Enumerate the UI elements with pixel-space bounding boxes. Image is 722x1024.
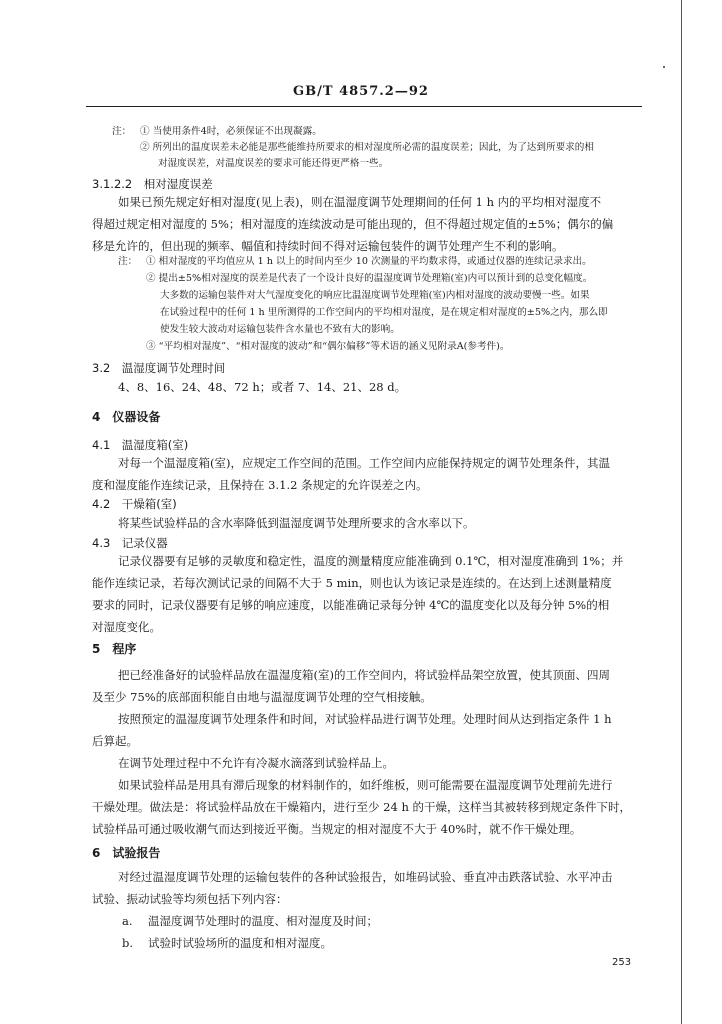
paragraph-line: 如果已预先规定好相对湿度(见上表)，则在温湿度调节处理期间的任何 1 h 内的平均相对湿度不 [118, 195, 602, 209]
paragraph-line: 在调节处理过程中不允许有冷凝水滴落到试验样品上。 [118, 756, 394, 770]
section-heading-6: 6 试验报告 [92, 846, 161, 860]
list-item: 试验时试验场所的温度和相对湿度。 [148, 936, 332, 950]
paragraph-line: 按照预定的温湿度调节处理条件和时间，对试验样品进行调节处理。处理时间从达到指定条件 1 h [118, 712, 612, 726]
paragraph-line: 对每一个温湿度箱(室)，应规定工作空间的范围。工作空间内应能保持规定的调节处理条件，其温 [118, 456, 610, 470]
note-item: 大多数的运输包装件对大气湿度变化的响应比温湿度调节处理箱(室)内相对湿度的波动要慢一些。如果 [160, 290, 590, 301]
section-heading-4-1: 4.1 温湿度箱(室) [92, 438, 189, 452]
paragraph-line: 移是允许的，但出现的频率、幅值和持续时间不得对运输包装件的调节处理产生不利的影响。 [92, 239, 564, 253]
paragraph-line: 得超过规定相对湿度的 5%；相对湿度的连续波动是可能出现的，但不得超过规定值的±5%；偶尔的偏 [92, 217, 614, 231]
paragraph-line: 对经过温湿度调节处理的运输包装件的各种试验报告，如堆码试验、垂直冲击跌落试验、水平冲击 [118, 870, 613, 884]
note-item: ② 所列出的温度误差未必能是那些能维持所要求的相对湿度所必需的温度误差；因此，为了达到所要求的相 [140, 142, 594, 153]
list-item-marker: b. [122, 936, 134, 950]
paragraph-line: 试验样品可通过吸收潮气而达到接近平衡。当规定的相对湿度不大于 40%时，就不作干燥处理。 [92, 822, 582, 836]
paragraph-line: 对湿度变化。 [92, 620, 161, 634]
list-item: 温湿度调节处理时的温度、相对湿度及时间； [148, 914, 378, 928]
scan-edge-line [681, 0, 682, 1024]
paragraph-line: 试验、振动试验等均须包括下列内容： [92, 892, 288, 906]
paragraph-line: 后算起。 [92, 734, 138, 748]
scan-speck [663, 66, 665, 68]
note-item: 对湿度误差，对温度误差的要求可能还得更严格一些。 [158, 158, 389, 169]
section-heading-4-2: 4.2 干燥箱(室) [92, 497, 177, 511]
header-rule [86, 106, 642, 107]
note-item: ② 提出±5%相对湿度的误差是代表了一个设计良好的温湿度调节处理箱(室)内可以预计到的总变化幅度。 [146, 273, 593, 284]
paragraph-line: 将某些试验样品的含水率降低到温湿度调节处理所要求的含水率以下。 [118, 516, 475, 530]
paragraph-line: 4、8、16、24、48、72 h；或者 7、14、21、28 d。 [118, 380, 407, 394]
list-item-marker: a. [122, 914, 133, 928]
section-heading-3-1-2-2: 3.1.2.2 相对湿度误差 [92, 177, 213, 191]
section-heading-4: 4 仪器设备 [92, 410, 161, 424]
paragraph-line: 把已经准备好的试验样品放在温湿度箱(室)的工作空间内，将试验样品架空放置，使其顶面、四周 [118, 668, 610, 682]
note-item: 在试验过程中的任何 1 h 里所测得的工作空间内的平均相对湿度，是在规定相对湿度的±5%之内，那么即 [160, 307, 608, 318]
paragraph-line: 干燥处理。做法是：将试验样品放在干燥箱内，进行至少 24 h 的干燥，这样当其被转移到规定条件下时， [92, 800, 632, 814]
paragraph-line: 度和湿度能作连续记录，且保持在 3.1.2 条规定的允许误差之内。 [92, 478, 428, 492]
page-number: 253 [612, 957, 632, 968]
note-label: 注： [112, 126, 132, 137]
paragraph-line: 及至少 75%的底部面积能自由地与温湿度调节处理的空气相接触。 [92, 690, 432, 704]
note-item: ① 相对湿度的平均值应从 1 h 以上的时间内至少 10 次测量的平均数求得，或通过仪器的连续记录求出。 [146, 256, 592, 267]
section-heading-4-3: 4.3 记录仪器 [92, 536, 168, 550]
paragraph-line: 记录仪器要有足够的灵敏度和稳定性，温度的测量精度应能准确到 0.1℃，相对湿度准确到 1%；并 [118, 554, 624, 568]
standard-number-header: GB/T 4857.2—92 [293, 84, 429, 99]
section-heading-5: 5 程序 [92, 642, 137, 656]
paragraph-line: 要求的同时，记录仪器要有足够的响应速度，以能准确记录每分钟 4℃的温度变化以及每分钟 5%的相 [92, 598, 610, 612]
note-item: ① 当使用条件4时，必须保证不出现凝露。 [140, 126, 322, 137]
note-item: 使发生较大波动对运输包装件含水量也不致有大的影响。 [160, 324, 400, 335]
paragraph-line: 能作连续记录，若每次测试记录的间隔不大于 5 min，则也认为该记录是连续的。在达到上述测量精度 [92, 576, 612, 590]
paragraph-line: 如果试验样品是用具有滞后现象的材料制作的，如纤维板，则可能需要在温湿度调节处理前先进行 [118, 778, 613, 792]
note-label: 注： [118, 256, 138, 267]
section-heading-3-2: 3.2 温湿度调节处理时间 [92, 361, 226, 375]
note-item: ③ “平均相对湿度”、“相对湿度的波动”和“偶尔偏移”等术语的涵义见附录A(参考件)。 [146, 341, 510, 352]
